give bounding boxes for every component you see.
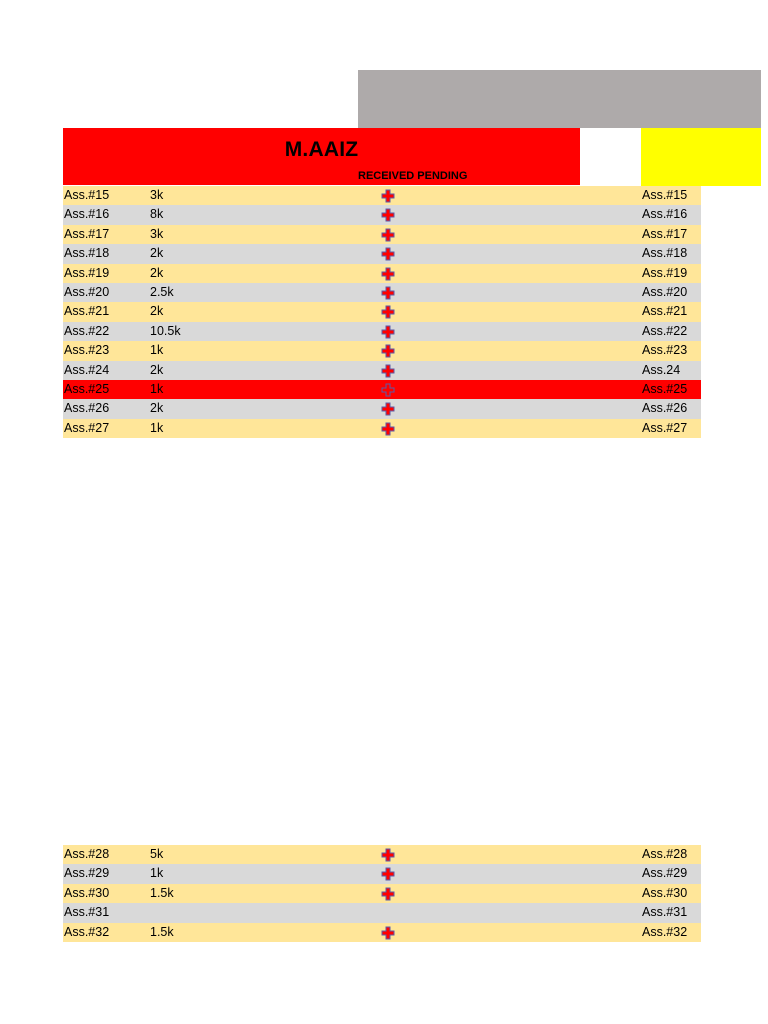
table-row <box>63 884 701 903</box>
amount-value: 2k <box>150 401 164 416</box>
assignment-label-right: Ass.#17 <box>642 226 688 241</box>
assignment-label: Ass.#22 <box>64 323 110 338</box>
amount-value: 8k <box>150 207 164 222</box>
assignment-label: Ass.#16 <box>64 207 110 222</box>
assignment-label-right: Ass.#25 <box>642 381 688 396</box>
assignment-label: Ass.#26 <box>64 401 110 416</box>
table-row <box>63 399 701 418</box>
table-row <box>63 923 701 942</box>
gray-header-block <box>358 70 761 128</box>
red-cross-icon <box>381 422 395 436</box>
amount-value: 1.5k <box>150 924 174 939</box>
assignment-label: Ass.#31 <box>64 905 110 920</box>
red-cross-icon <box>381 305 395 319</box>
red-cross-icon <box>381 926 395 940</box>
amount-value: 5k <box>150 847 164 861</box>
amount-value: 1k <box>150 343 164 358</box>
table-row <box>63 903 701 922</box>
red-cross-icon <box>381 848 395 862</box>
red-cross-icon <box>381 887 395 901</box>
amount-value: 1k <box>150 381 164 396</box>
amount-value: 2k <box>150 304 164 319</box>
assignment-label-right: Ass.#15 <box>642 188 688 202</box>
table-row <box>63 361 701 380</box>
table-row <box>63 380 701 399</box>
amount-value: 3k <box>150 226 164 241</box>
red-cross-icon <box>381 267 395 281</box>
table-row <box>63 225 701 244</box>
red-cross-icon <box>381 247 395 261</box>
assignment-label: Ass.#21 <box>64 304 110 319</box>
assignment-label: Ass.#30 <box>64 885 110 900</box>
amount-value: 2k <box>150 362 164 377</box>
status-subtitle: RECEIVED PENDING <box>358 170 468 182</box>
assignment-label-right: Ass.#23 <box>642 343 688 358</box>
table-row <box>63 302 701 321</box>
table-row <box>63 419 701 438</box>
assignments-table-top <box>63 186 701 438</box>
assignment-label: Ass.#20 <box>64 284 110 299</box>
assignment-label-right: Ass.#18 <box>642 246 688 261</box>
table-row <box>63 186 701 205</box>
table-row <box>63 283 701 302</box>
red-cross-icon <box>381 189 395 203</box>
assignment-label-right: Ass.#26 <box>642 401 688 416</box>
assignment-label-right: Ass.#30 <box>642 885 688 900</box>
assignment-label: Ass.#19 <box>64 265 110 280</box>
assignment-label: Ass.#29 <box>64 866 110 881</box>
assignment-label-right: Ass.24 <box>642 362 681 377</box>
assignment-label-right: Ass.#31 <box>642 905 688 920</box>
table-row <box>63 845 701 864</box>
assignment-label-right: Ass.#22 <box>642 323 688 338</box>
assignment-label-right: Ass.#20 <box>642 284 688 299</box>
amount-value: 1k <box>150 866 164 881</box>
yellow-header-block <box>641 128 761 186</box>
red-cross-icon <box>381 383 395 397</box>
assignment-label: Ass.#17 <box>64 226 110 241</box>
assignment-label-right: Ass.#28 <box>642 847 688 861</box>
assignment-label: Ass.#27 <box>64 420 110 435</box>
amount-value: 2k <box>150 246 164 261</box>
table-row <box>63 322 701 341</box>
assignment-label: Ass.#18 <box>64 246 110 261</box>
table-row <box>63 864 701 883</box>
assignments-table-bottom <box>63 845 701 942</box>
red-cross-icon <box>381 402 395 416</box>
assignment-label: Ass.#24 <box>64 362 110 377</box>
assignment-label-right: Ass.#16 <box>642 207 688 222</box>
assignment-label: Ass.#15 <box>64 188 110 202</box>
table-row <box>63 264 701 283</box>
amount-value: 1k <box>150 420 164 435</box>
red-cross-icon <box>381 325 395 339</box>
assignment-label-right: Ass.#21 <box>642 304 688 319</box>
red-cross-icon <box>381 286 395 300</box>
assignment-label-right: Ass.#32 <box>642 924 688 939</box>
amount-value: 3k <box>150 188 164 202</box>
red-cross-icon <box>381 208 395 222</box>
assignment-label: Ass.#23 <box>64 343 110 358</box>
assignment-label-right: Ass.#27 <box>642 420 688 435</box>
red-cross-icon <box>381 867 395 881</box>
amount-value: 1.5k <box>150 885 174 900</box>
assignment-label-right: Ass.#29 <box>642 866 688 881</box>
amount-value: 10.5k <box>150 323 181 338</box>
table-row <box>63 341 701 360</box>
amount-value: 2.5k <box>150 284 174 299</box>
red-cross-icon <box>381 344 395 358</box>
assignment-label: Ass.#32 <box>64 924 110 939</box>
assignment-label: Ass.#28 <box>64 847 110 861</box>
red-cross-icon <box>381 228 395 242</box>
table-row <box>63 244 701 263</box>
amount-value: 2k <box>150 265 164 280</box>
assignment-label: Ass.#25 <box>64 381 110 396</box>
red-cross-icon <box>381 364 395 378</box>
page-title: M.AAIZ <box>284 138 359 161</box>
table-row <box>63 205 701 224</box>
assignment-label-right: Ass.#19 <box>642 265 688 280</box>
